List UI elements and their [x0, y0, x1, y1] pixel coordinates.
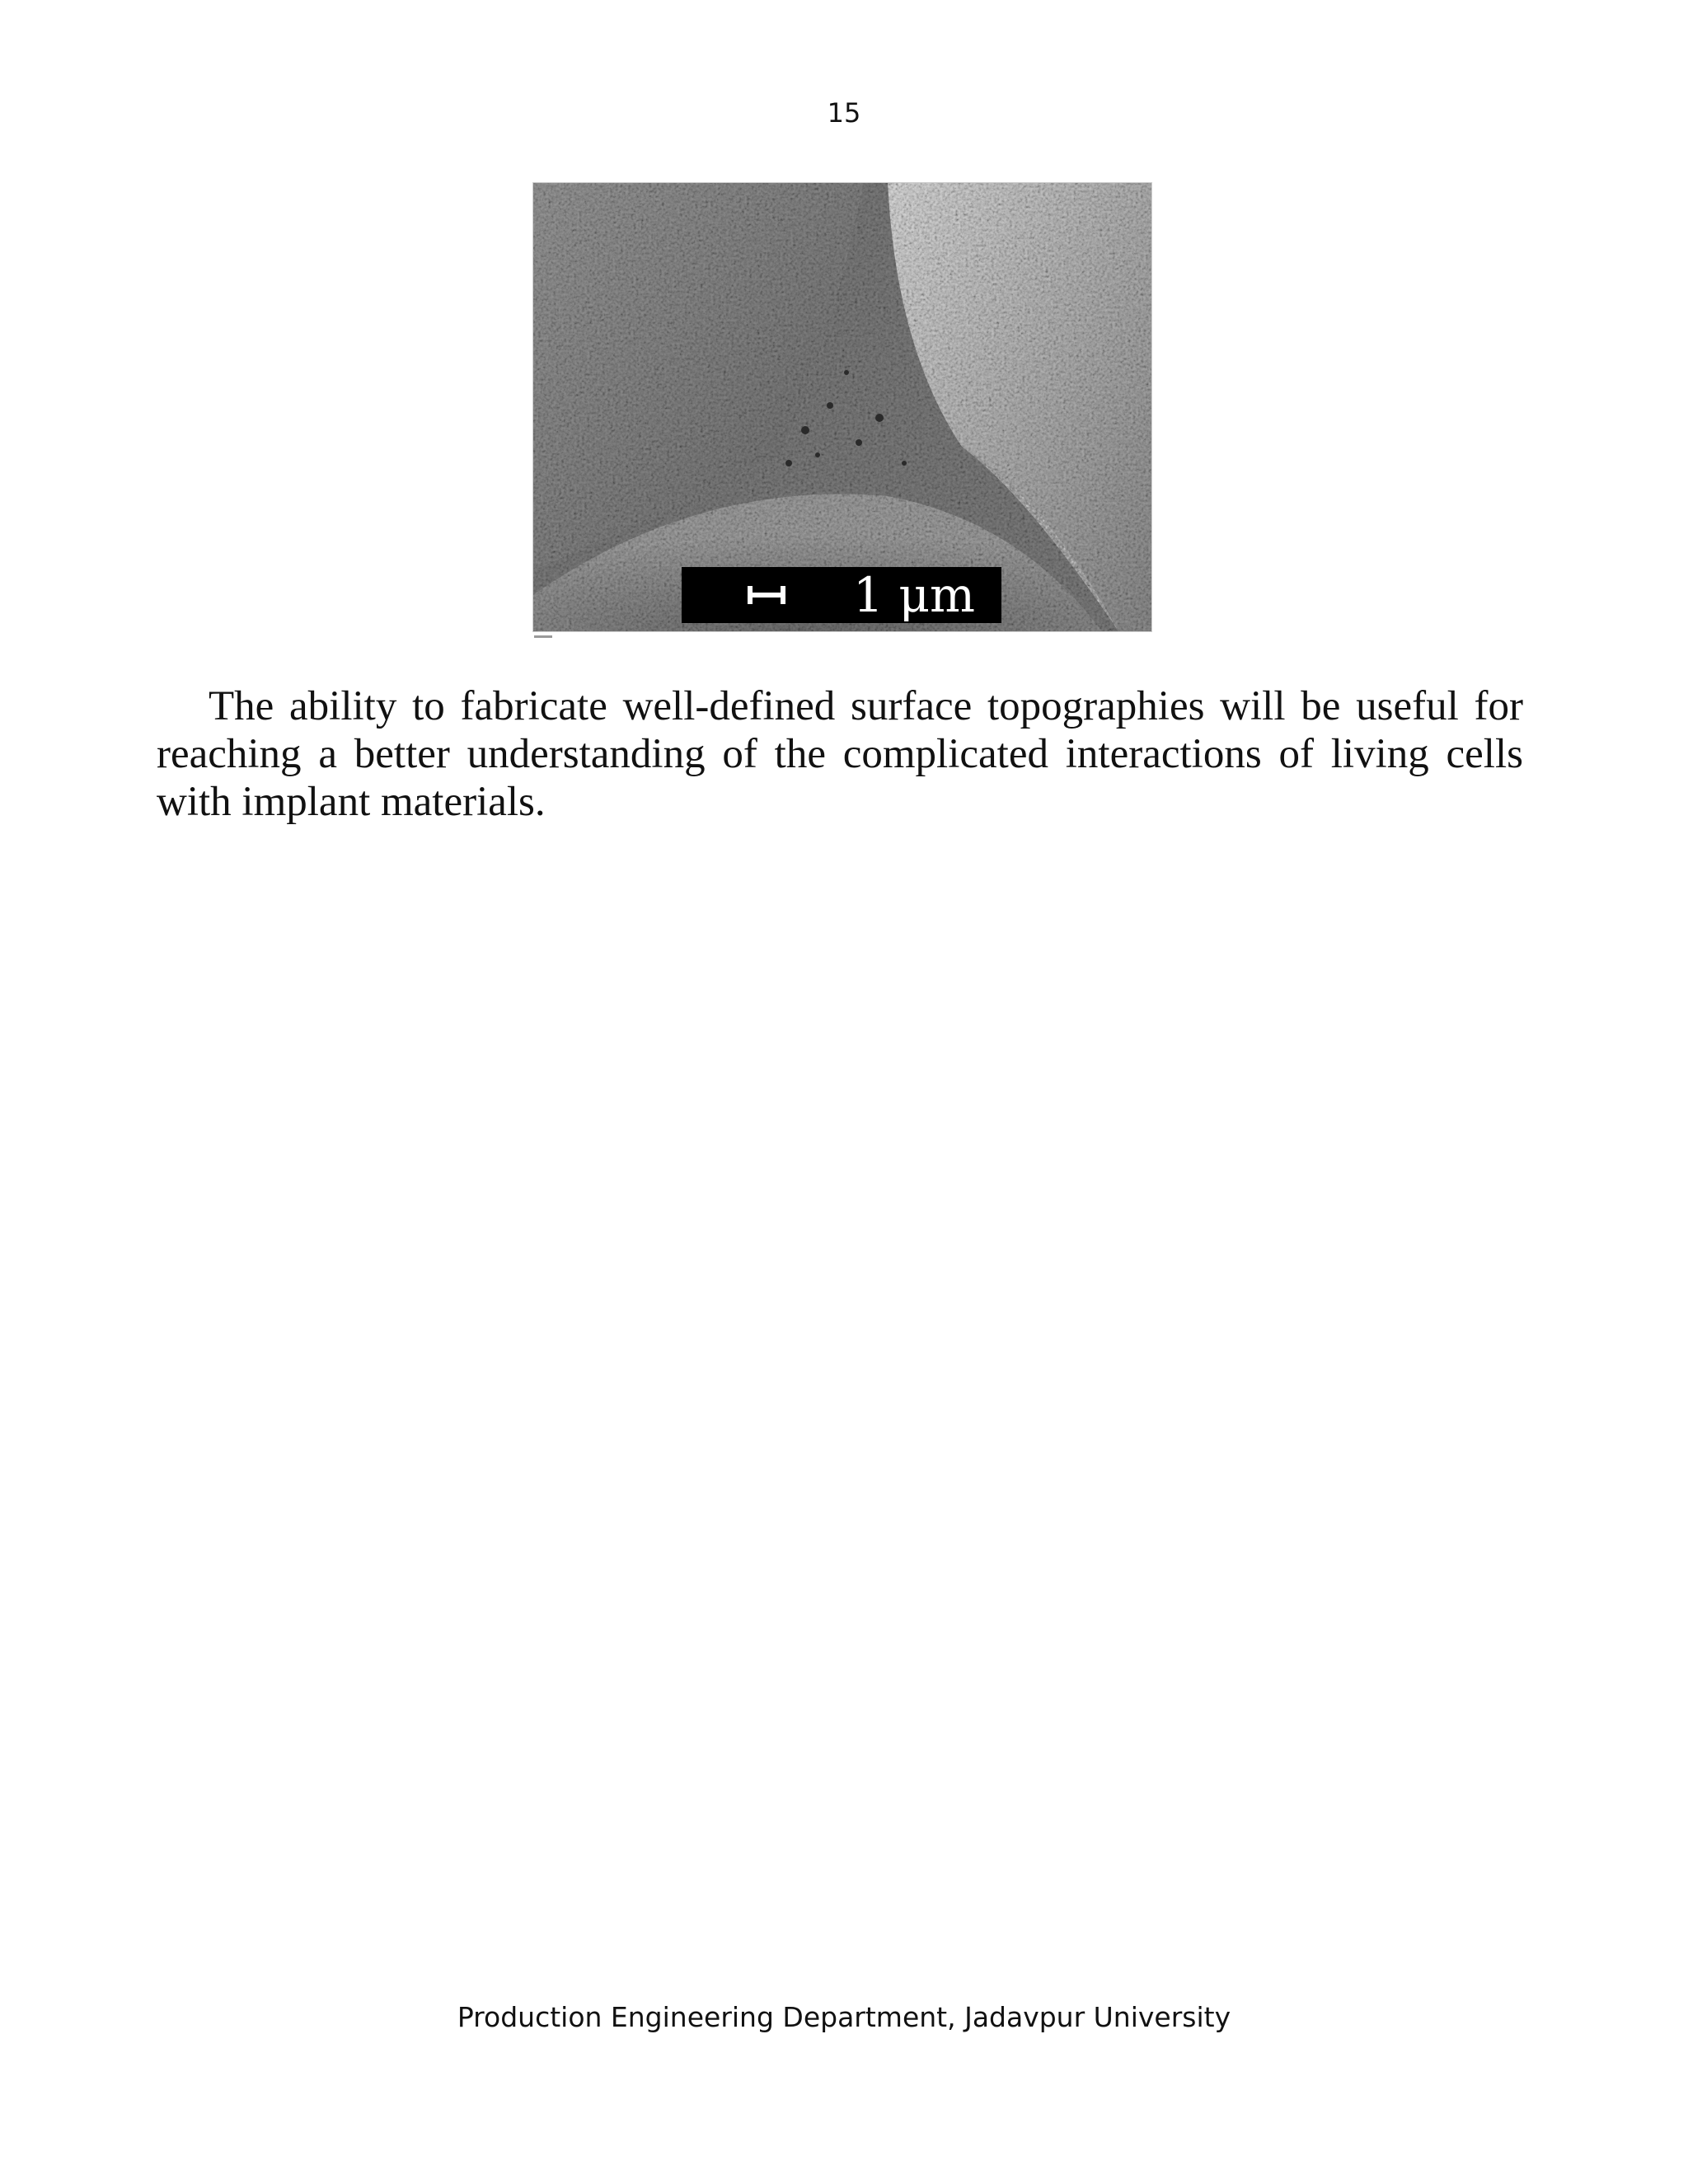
sem-micrograph-icon [533, 183, 1151, 631]
page-number: 15 [827, 97, 861, 129]
scale-bar-icon [748, 586, 785, 604]
scale-bar-label: 1 μm [853, 567, 976, 623]
body-paragraph: The ability to fabricate well-defined surface topographies will be useful for reaching a better understanding of the complicated interactions of living cells with implant materials. [157, 683, 1523, 825]
figure-artifact-mark [534, 635, 552, 638]
scale-bar [682, 567, 1001, 623]
page-footer: Production Engineering Department, Jadavpur University [457, 2001, 1231, 2033]
sem-micrograph [532, 182, 1152, 632]
